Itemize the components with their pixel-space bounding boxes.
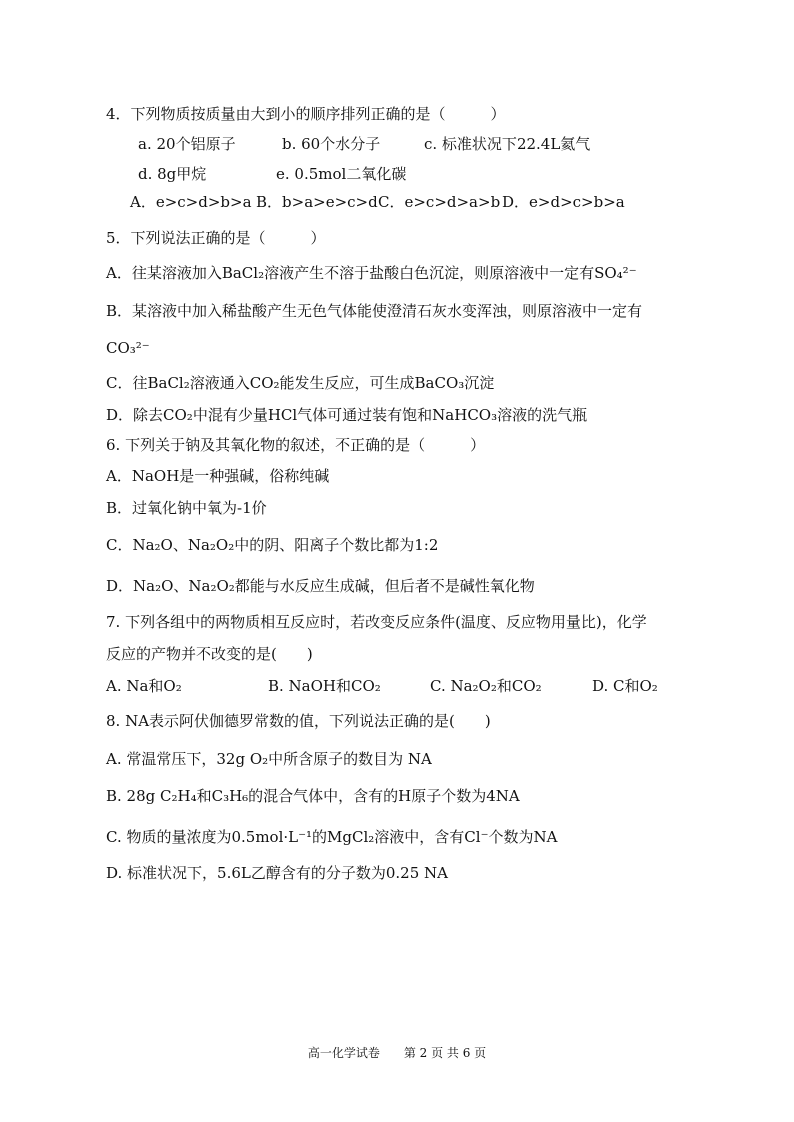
q4-stem: 4．下列物质按质量由大到小的顺序排列正确的是（ ） <box>106 105 506 123</box>
q8-stem: 8. NA表示阿伏伽德罗常数的值，下列说法正确的是( ) <box>106 712 491 730</box>
q4-item-e: e. 0.5mol二氧化碳 <box>276 165 407 183</box>
q4-option-a: A．e>c>d>b>a <box>130 193 252 211</box>
q8-option-c: C. 物质的量浓度为0.5mol·L⁻¹的MgCl₂溶液中，含有Cl⁻个数为NA <box>106 828 558 846</box>
q4-option-c: C．e>c>d>a>b <box>378 193 501 211</box>
q7-stem-cont: 反应的产物并不改变的是( ) <box>106 645 313 663</box>
q8-option-a: A. 常温常压下，32g O₂中所含原子的数目为 NA <box>106 750 432 768</box>
q4-option-d: D．e>d>c>b>a <box>502 193 625 211</box>
q6-option-c: C．Na₂O、Na₂O₂中的阴、阳离子个数比都为1:2 <box>106 536 439 554</box>
q5-option-b: B．某溶液中加入稀盐酸产生无色气体能使澄清石灰水变浑浊，则原溶液中一定有 <box>106 302 643 320</box>
q7-stem: 7. 下列各组中的两物质相互反应时，若改变反应条件(温度、反应物用量比)，化学 <box>106 613 647 631</box>
q7-option-d: D. C和O₂ <box>592 677 658 695</box>
q5-option-b-cont: CO₃²⁻ <box>106 339 150 357</box>
q5-stem: 5．下列说法正确的是（ ） <box>106 229 326 247</box>
q6-option-a: A．NaOH是一种强碱，俗称纯碱 <box>106 467 330 485</box>
q7-option-a: A. Na和O₂ <box>106 677 182 695</box>
q8-option-d: D. 标准状况下，5.6L乙醇含有的分子数为0.25 NA <box>106 864 448 882</box>
q7-option-b: B. NaOH和CO₂ <box>268 677 381 695</box>
q4-item-b: b. 60个水分子 <box>282 135 381 153</box>
q4-item-a: a. 20个铝原子 <box>138 135 236 153</box>
q5-option-a: A．往某溶液加入BaCl₂溶液产生不溶于盐酸白色沉淀，则原溶液中一定有SO₄²⁻ <box>106 264 637 282</box>
q6-stem: 6. 下列关于钠及其氧化物的叙述，不正确的是（ ） <box>106 436 486 454</box>
q4-option-b: B．b>a>e>c>d <box>256 193 378 211</box>
q8-option-b: B. 28g C₂H₄和C₃H₆的混合气体中，含有的H原子个数为4NA <box>106 787 520 805</box>
q6-option-b: B．过氧化钠中氧为-1价 <box>106 499 267 517</box>
page-footer: 高一化学试卷 第 2 页 共 6 页 <box>307 1046 487 1060</box>
q5-option-c: C．往BaCl₂溶液通入CO₂能发生反应，可生成BaCO₃沉淀 <box>106 374 495 392</box>
q7-option-c: C. Na₂O₂和CO₂ <box>430 677 542 695</box>
q4-item-d: d. 8g甲烷 <box>138 165 207 183</box>
q6-option-d: D．Na₂O、Na₂O₂都能与水反应生成碱，但后者不是碱性氧化物 <box>106 577 535 595</box>
q4-item-c: c. 标准状况下22.4L氦气 <box>424 135 591 153</box>
q5-option-d: D．除去CO₂中混有少量HCl气体可通过装有饱和NaHCO₃溶液的洗气瓶 <box>106 406 588 424</box>
